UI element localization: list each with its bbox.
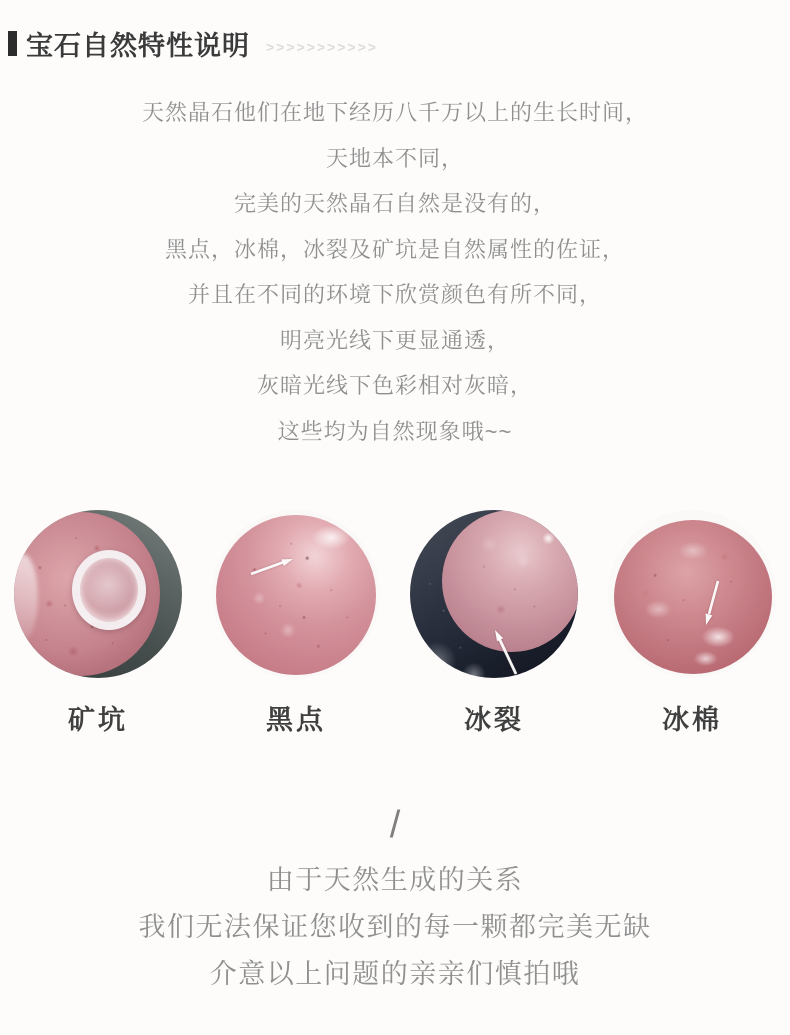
intro-line: 完美的天然晶石自然是没有的， xyxy=(233,191,556,216)
intro-line: 明亮光线下更显通透， xyxy=(279,327,510,353)
feature-label-ice-crack: 冰裂 xyxy=(464,705,524,735)
intro-line: 天然晶石他们在地下经历八千万以上的生长时间， xyxy=(141,100,648,125)
arrow-icon xyxy=(700,576,730,632)
page-title: 宝石自然特性说明 xyxy=(26,30,250,61)
arrow-icon xyxy=(486,620,530,678)
footer-note xyxy=(0,857,790,998)
feature-label-black-spots: 黑点 xyxy=(266,705,326,735)
bead-photo-ice-cotton xyxy=(608,510,776,678)
feature-label-ice-cotton: 冰棉 xyxy=(662,705,722,735)
intro-line: 黑点，冰棉，冰裂及矿坑是自然属性的佐证， xyxy=(164,236,625,262)
bead-photo-ice-crack xyxy=(410,510,578,678)
pink-bead xyxy=(216,515,376,675)
feature-label-mine-pit: 矿坑 xyxy=(68,705,128,735)
intro-paragraph xyxy=(0,90,790,454)
footer-line: 由于天然生成的关系 xyxy=(266,865,524,895)
intro-line: 灰暗光线下色彩相对灰暗， xyxy=(256,373,533,398)
pit-ring xyxy=(72,550,146,630)
feature-gallery xyxy=(0,510,790,737)
arrow-icon xyxy=(246,552,302,580)
bead-photo-mine-pit xyxy=(14,510,182,678)
intro-line: 这些均为自然现象哦~~ xyxy=(277,418,513,444)
feature-ice-cotton xyxy=(608,510,776,737)
feature-mine-pit xyxy=(14,510,182,737)
footer-line: 我们无法保证您收到的每一颗都完美无缺 xyxy=(138,912,652,942)
slash-divider: / xyxy=(389,804,401,846)
chevrons-decoration-icon: >>>>>>>>>>> xyxy=(266,39,378,55)
feature-ice-crack xyxy=(410,510,578,737)
intro-line: 天地本不同， xyxy=(325,145,464,171)
bead-photo-black-spots xyxy=(212,510,380,678)
section-header xyxy=(8,26,790,60)
title-marker xyxy=(8,31,17,56)
footer-line: 介意以上问题的亲亲们慎拍哦 xyxy=(209,959,581,989)
pink-bead xyxy=(614,520,772,674)
intro-line: 并且在不同的环境下欣赏颜色有所不同， xyxy=(187,282,602,307)
feature-black-spots xyxy=(212,510,380,737)
